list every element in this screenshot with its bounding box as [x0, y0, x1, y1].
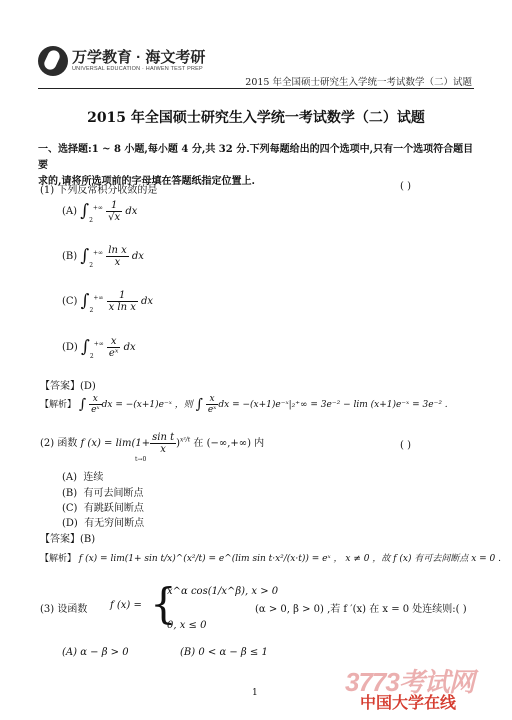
logo-subtitle: UNIVERSAL EDUCATION · HAIWEN TEST PREP — [72, 66, 203, 72]
option-text: α − β > 0 — [80, 647, 129, 658]
upper-limit: +∞ — [93, 249, 104, 257]
option-label: (C) — [62, 503, 78, 514]
q1-option-b — [62, 245, 144, 268]
option-label: (C) — [62, 296, 78, 307]
lower-limit: 2 — [89, 353, 94, 360]
denominator: x ln x — [108, 302, 136, 313]
q1-option-c — [62, 290, 153, 313]
option-text: 0 < α − β ≤ 1 — [198, 647, 268, 658]
analysis-part-b: = −(x+1)e⁻ˣ|₂⁺∞ = 3e⁻² − lim (x+1)e⁻ˣ = 3e⁻² . — [232, 400, 448, 410]
analysis-text: f (x) = lim(1+ sin t/x)^(x²/t) = e^(lim sin t·x²/(x·t)) = eˣ ， x ≠ 0 ，故 f (x) 有可去间断点 x = 0 . — [78, 554, 501, 564]
q1-answer-blank: ( ) — [400, 181, 411, 192]
option-text: 有跳跃间断点 — [83, 503, 144, 514]
option-text: 连续 — [83, 472, 104, 483]
option-label: (A) — [62, 647, 78, 658]
option-label: (B) — [62, 488, 78, 499]
numerator: sin t — [152, 432, 175, 443]
q2-exponent: x²/t — [180, 436, 191, 444]
logo-mark-icon — [38, 46, 68, 76]
q3-case-1: x^α cos(1/x^β), x > 0 — [167, 586, 279, 597]
q3-case-2: 0, x ≤ 0 — [167, 620, 207, 631]
option-text: 有无穷间断点 — [84, 518, 145, 529]
lower-limit: 2 — [89, 262, 94, 269]
option-label: (B) — [62, 251, 78, 262]
analysis-fraction: $\frac{x}{\text{eˣ}}$ — [207, 394, 217, 415]
integrand-fraction — [107, 290, 138, 313]
q3-condition: (α > 0, β > 0) ,若 f ′(x) 在 x = 0 处连续则:( ) — [255, 604, 467, 615]
q3-option-a — [62, 647, 129, 658]
q2-fraction — [150, 432, 176, 455]
watermark-site: 3773考试网 — [345, 667, 474, 697]
header-rule — [38, 88, 474, 89]
section-line-2: 求的,请将所选项前的字母填在答题纸指定位置上. — [38, 176, 255, 187]
q1-answer: 【答案】(D) — [40, 381, 96, 392]
integral-sign-icon: ∫ — [80, 246, 90, 266]
q2-option-c — [62, 499, 144, 514]
option-label: (B) — [180, 647, 196, 658]
analysis-label: 【解析】 — [40, 400, 77, 410]
publisher-logo — [38, 44, 228, 80]
differential: dx — [141, 296, 154, 307]
q2-close-paren: ) — [176, 438, 180, 449]
logo-name: 万学教育 · 海文考研 — [72, 49, 206, 66]
q2-analysis — [40, 551, 501, 564]
q2-option-a — [62, 468, 103, 483]
upper-limit: +∞ — [93, 294, 104, 302]
option-label: (A) — [62, 472, 78, 483]
differential: dx — [125, 206, 138, 217]
lower-limit: 2 — [89, 217, 93, 224]
q2-answer-blank: ( ) — [400, 440, 411, 451]
q3-stem: (3) 设函数 — [40, 604, 88, 615]
q1-option-d — [62, 336, 136, 359]
integrand-fraction — [107, 336, 120, 359]
option-label: (D) — [62, 518, 78, 529]
option-text: 有可去间断点 — [83, 488, 144, 499]
integral-sign-icon: ∫ — [81, 337, 90, 357]
option-label: (A) — [62, 206, 78, 217]
differential: dx — [131, 251, 144, 262]
denominator: x — [160, 444, 166, 455]
q2-domain: 在 (−∞,+∞) 内 — [193, 438, 265, 449]
denominator: x — [114, 257, 121, 268]
integrand-fraction — [106, 245, 128, 268]
q3-option-b — [180, 647, 268, 658]
integral-sign-icon: ∫ — [195, 396, 203, 413]
analysis-label: 【解析】 — [40, 554, 77, 564]
upper-limit: +∞ — [92, 204, 103, 212]
integral-sign-icon: ∫ — [80, 291, 90, 311]
q1-stem: (1) 下列反常积分收敛的是 — [40, 185, 158, 196]
upper-limit: +∞ — [93, 340, 104, 348]
integral-sign-icon: ∫ — [80, 201, 90, 221]
q2-option-d — [62, 514, 144, 529]
q1-option-a — [62, 200, 137, 223]
denominator: √x — [108, 212, 121, 223]
numerator: ln x — [108, 245, 127, 256]
q1-analysis: 【解析】 ∫ $\frac{x}{\text{eˣ}}$ dx = −(x+1)e⁻ˣ ，则 ∫ $\frac{x}{\text{eˣ}}$ dx = −(x+1)e⁻ˣ|₂⁺∞ = 3e⁻² − lim (x+1)e⁻ˣ = 3e⁻² . — [40, 394, 448, 415]
numerator: 1 — [107, 290, 138, 302]
q2-function: f (x) = lim(1+ — [80, 438, 151, 449]
watermark-label: 中国大学在线 — [360, 695, 457, 712]
option-label: (D) — [62, 342, 78, 353]
q2-answer: 【答案】(B) — [40, 534, 96, 545]
piecewise-brace-icon: { — [150, 579, 177, 628]
lower-limit: 2 — [89, 307, 94, 314]
q3-function: f (x) = — [110, 600, 142, 611]
q2-limit-subscript: t→0 — [135, 456, 147, 463]
integral-sign-icon: ∫ — [78, 396, 87, 413]
exam-title: 2015 年全国硕士研究生入学统一考试数学（二）试题 — [87, 110, 425, 126]
differential: dx — [123, 342, 136, 353]
denominator: eˣ — [108, 348, 119, 359]
q2-stem — [40, 432, 265, 463]
q2-option-b — [62, 484, 144, 499]
page-number: 1 — [252, 688, 258, 698]
analysis-fraction: $\frac{x}{\text{eˣ}}$ — [91, 394, 100, 415]
numerator: x — [107, 336, 120, 348]
numerator: 1 — [106, 200, 122, 212]
integrand-fraction — [106, 200, 122, 223]
q2-prefix: (2) 函数 — [40, 438, 78, 449]
running-header: 2015 年全国硕士研究生入学统一考试数学（二）试题 — [245, 77, 472, 88]
section-line-1: 一、选择题:1 ~ 8 小题,每小题 4 分,共 32 分.下列每题给出的四个选项中,只有一个选项符合题目要 — [38, 144, 474, 171]
analysis-part-a: = −(x+1)e⁻ˣ ，则 — [115, 400, 193, 410]
